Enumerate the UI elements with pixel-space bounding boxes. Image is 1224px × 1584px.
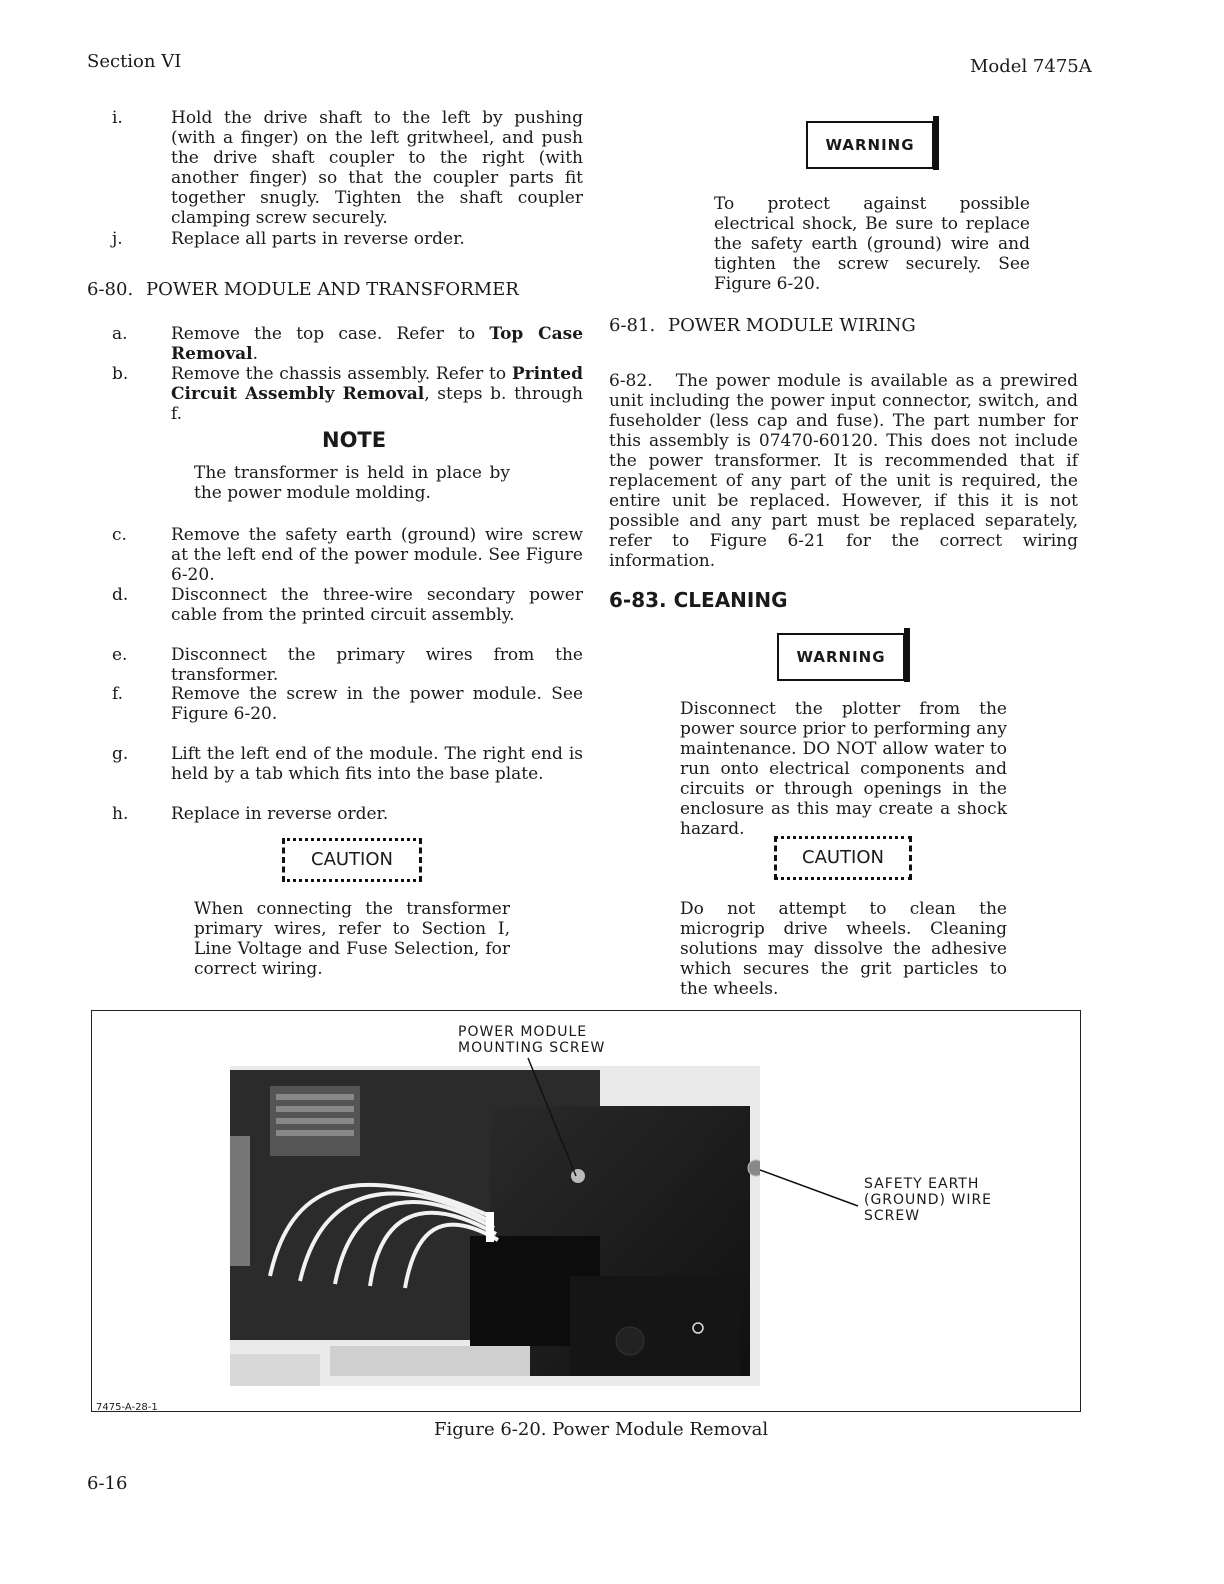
warning-text: Disconnect the plotter from the power source prior to performing any maintenance. DO NOT allow water to run onto electrical components and circuits or through openings in the enclosure as this may create a shock hazard. (680, 699, 1007, 839)
section-header: Section VI (87, 51, 182, 72)
section-number: 6-81. (609, 315, 656, 336)
section-number: 6-80. (87, 279, 134, 300)
item-text: Replace in reverse order. (171, 804, 389, 824)
item-label: a. (112, 324, 128, 344)
callout-mounting-screw: POWER MODULE MOUNTING SCREW (458, 1024, 606, 1056)
caution-text: Do not attempt to clean the microgrip drive wheels. Cleaning solutions may dissolve the adhesive which secures the grit particles to the wheels. (680, 899, 1007, 999)
item-label: d. (112, 585, 129, 605)
model-header: Model 7475A (970, 56, 1092, 77)
reference-title: Top Case Removal (171, 324, 584, 364)
item-text: Remove the safety earth (ground) wire screw at the left end of the power module. See Figure 6-20. (171, 525, 583, 585)
note-text: The transformer is held in place by the power module molding. (194, 463, 510, 503)
item-label: b. (112, 364, 129, 384)
caution-text: When connecting the transformer primary wires, refer to Section I, Line Voltage and Fuse Selection, for correct wiring. (194, 899, 510, 979)
item-label: i. (112, 108, 123, 128)
item-text: Disconnect the three-wire secondary power cable from the printed circuit assembly. (171, 585, 583, 625)
item-text: Disconnect the primary wires from the transformer. (171, 645, 583, 685)
section-heading: 6-83. CLEANING (609, 588, 788, 612)
caution-label: CAUTION (774, 836, 912, 880)
caution-label: CAUTION (282, 838, 422, 882)
figure-id: 7475-A-28-1 (96, 1402, 158, 1413)
item-text: Hold the drive shaft to the left by pushing (with a finger) on the left gritwheel, and push the drive shaft coupler to the right (with another finger) so that the coupler parts fit together snugly. Tighten the shaft coupler clamping screw securely. (171, 108, 583, 228)
item-label: c. (112, 525, 127, 545)
reference-title: Printed Circuit Assembly Removal (171, 364, 583, 404)
figure-caption: Figure 6-20. Power Module Removal (434, 1419, 769, 1440)
warning-label: WARNING (806, 121, 934, 169)
paragraph-text: The power module is available as a prewired unit including the power input connector, switch, and fuseholder (less cap and fuse). The part number for this assembly is 07470-60120. This does not include the power transformer. It is recommended that if replacement of any part of the unit is required, the entire unit be replaced. However, if this it is not possible and any part must be replaced separately, refer to Figure 6-21 for the correct wiring information. (609, 371, 1078, 571)
page-number: 6-16 (87, 1473, 128, 1494)
item-text: Lift the left end of the module. The right end is held by a tab which fits into the base plate. (171, 744, 583, 784)
section-title: POWER MODULE WIRING (668, 315, 916, 336)
warning-label: WARNING (777, 633, 905, 681)
note-title: NOTE (322, 428, 387, 452)
warning-text: To protect against possible electrical shock, Be sure to replace the safety earth (ground) wire and tighten the screw securely. See Figure 6-20. (714, 194, 1030, 294)
item-label: f. (112, 684, 124, 704)
item-label: j. (112, 229, 123, 249)
item-text: Remove the screw in the power module. See Figure 6-20. (171, 684, 583, 724)
item-label: h. (112, 804, 129, 824)
item-label: g. (112, 744, 129, 764)
item-label: e. (112, 645, 128, 665)
callout-ground-screw: SAFETY EARTH (GROUND) WIRE SCREW (864, 1176, 993, 1224)
item-text: Remove the top case. Refer to Top Case Removal. (171, 324, 584, 364)
section-title: POWER MODULE AND TRANSFORMER (146, 279, 519, 300)
item-text: Remove the chassis assembly. Refer to Printed Circuit Assembly Removal, steps b. through f. (171, 364, 583, 424)
item-text: Replace all parts in reverse order. (171, 229, 465, 249)
paragraph-number: 6-82. (609, 371, 653, 391)
